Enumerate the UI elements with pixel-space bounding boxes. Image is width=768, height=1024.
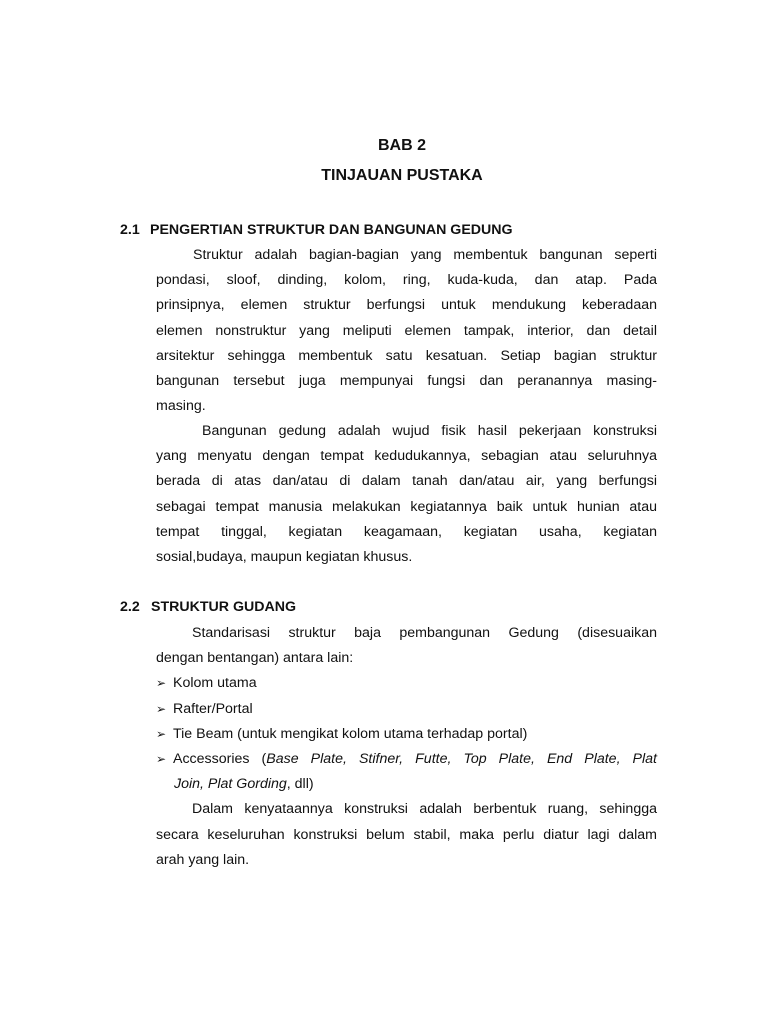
paragraph-bangunan-gedung — [156, 419, 657, 570]
text-line: tempat tinggal, kegiatan keagamaan, kegiatan usaha, kegiatan — [156, 523, 657, 540]
text-line: secara keseluruhan konstruksi belum stabil, maka perlu diatur lagi dalam — [156, 826, 657, 843]
list-item-text: Kolom utama — [173, 675, 257, 692]
arrowhead-bullet-icon: ➢ — [156, 676, 167, 691]
section-heading-2-2 — [120, 599, 296, 615]
arrowhead-bullet-icon: ➢ — [156, 751, 167, 766]
text-line: masing. — [156, 398, 206, 415]
paragraph-struktur — [156, 243, 657, 419]
text-line: Dalam kenyataannya konstruksi adalah berbentuk ruang, sehingga — [192, 801, 657, 818]
list-item-accessories — [156, 747, 657, 772]
section-number: 2.1 — [120, 222, 140, 238]
accessories-prefix: Accessories ( — [173, 750, 267, 767]
text-line: sebagai tempat manusia melakukan kegiatannya baik untuk hunian atau — [156, 498, 657, 515]
list-item — [156, 697, 657, 722]
arrowhead-bullet-icon: ➢ — [156, 701, 167, 716]
text-line: elemen nonstruktur yang meliputi elemen tampak, interior, dan detail — [156, 322, 657, 339]
text-line: Struktur adalah bagian-bagian yang membentuk bangunan seperti — [193, 247, 657, 263]
text-line: Standarisasi struktur baja pembangunan Gedung (disesuaikan — [192, 625, 657, 641]
accessories-suffix: , dll) — [286, 776, 314, 793]
text-line: berada di atas dan/atau di dalam tanah dan/atau air, yang berfungsi — [156, 473, 657, 490]
text-line: prinsipnya, elemen struktur berfungsi untuk mendukung keberadaan — [156, 297, 657, 314]
list-item — [156, 671, 657, 696]
arrowhead-bullet-icon: ➢ — [156, 726, 167, 741]
list-item-text: Rafter/Portal — [173, 700, 253, 717]
text-line: bangunan tersebut juga mempunyai fungsi dan peranannya masing- — [156, 372, 657, 389]
accessories-items: Base Plate, Stifner, Futte, Top Plate, End Plate, Plat — [266, 750, 657, 767]
list-item — [156, 722, 657, 747]
section-title: STRUKTUR GUDANG — [151, 599, 297, 615]
text-line: yang menyatu dengan tempat kedudukannya, sebagian atau seluruhnya — [156, 448, 657, 465]
text-line: arsitektur sehingga membentuk satu kesatuan. Setiap bagian struktur — [156, 347, 657, 364]
text-line: Bangunan gedung adalah wujud fisik hasil pekerjaan konstruksi — [202, 423, 657, 439]
chapter-number: BAB 2 — [377, 137, 426, 154]
section-2-2-body — [156, 621, 657, 873]
text-line: arah yang lain. — [156, 851, 250, 868]
text-line: sosial,budaya, maupun kegiatan khusus. — [156, 548, 413, 565]
section-heading-2-1 — [120, 222, 513, 238]
text-line: dengan bentangan) antara lain: — [156, 650, 354, 667]
accessories-items-cont: Join, Plat Gording — [174, 776, 287, 793]
section-number: 2.2 — [120, 599, 140, 615]
list-item-continuation — [156, 772, 657, 797]
chapter-title: TINJAUAN PUSTAKA — [321, 167, 483, 184]
list-item-text: Tie Beam (untuk mengikat kolom utama terhadap portal) — [173, 725, 528, 742]
section-title: PENGERTIAN STRUKTUR DAN BANGUNAN GEDUNG — [150, 222, 513, 238]
text-line: pondasi, sloof, dinding, kolom, ring, kuda-kuda, dan atap. Pada — [156, 272, 657, 289]
